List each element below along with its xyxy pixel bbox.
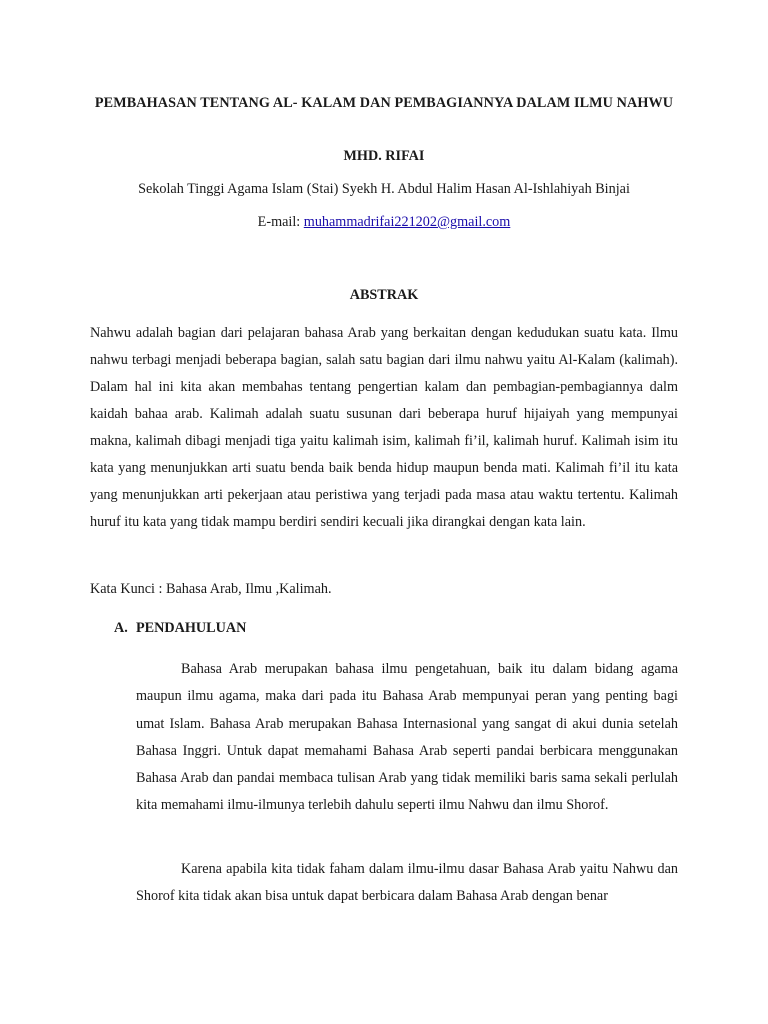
paper-title: PEMBAHASAN TENTANG AL- KALAM DAN PEMBAGIANNYA DALAM ILMU NAHWU (94, 95, 674, 111)
section-heading (114, 620, 246, 637)
section-number: A. (114, 620, 128, 636)
author-affiliation: Sekolah Tinggi Agama Islam (Stai) Syekh H. Abdul Halim Hasan Al-Ishlahiyah Binjai (138, 181, 630, 197)
email-label: E-mail: (257, 214, 304, 230)
keywords: Kata Kunci : Bahasa Arab, Ilmu ,Kalimah. (90, 581, 332, 597)
abstract-heading: ABSTRAK (349, 287, 419, 303)
author-email (0, 214, 768, 231)
body-paragraph: Karena apabila kita tidak faham dalam ilmu-ilmu dasar Bahasa Arab yaitu Nahwu dan Shorof kita tidak akan bisa untuk dapat berbicara dalam Bahasa Arab dengan benar (136, 861, 678, 905)
section-title: PENDAHULUAN (136, 620, 247, 636)
email-link[interactable]: muhammadrifai221202@gmail.com (303, 214, 511, 230)
abstract-text: Nahwu adalah bagian dari pelajaran bahasa Arab yang berkaitan dengan kedudukan suatu kata. Ilmu nahwu terbagi menjadi beberapa bagian, salah satu bagian dari ilmu nahwu yaitu Al-Kalam (kalimah). Dalam hal ini kita akan membahas tentang pengertian kalam dan pembagian-pembagiannya dalm kaidah bahaa arab. Kalimah adalah suatu susunan dari beberapa huruf hijaiyah yang mempunyai makna, kalimah dibagi menjadi tiga yaitu kalimah isim, kalimah fi’il, kalimah huruf. Kalimah isim itu kata yang menunjukkan arti suatu benda baik benda hidup maupun benda mati. Kalimah fi’il itu kata yang menunjukkan arti pekerjaan atau peristiwa yang terjadi pada masa atau waktu tertentu. Kalimah huruf itu kata yang tidak mampu berdiri sendiri kecuali jika dirangkai dengan kata lain. (90, 325, 678, 530)
body-paragraph: Bahasa Arab merupakan bahasa ilmu pengetahuan, baik itu dalam bidang agama maupun ilmu agama, maka dari pada itu Bahasa Arab mempunyai peran yang penting bagi umat Islam. Bahasa Arab merupakan Bahasa Internasional yang sangat di akui dunia setelah Bahasa Inggri. Untuk dapat memahami Bahasa Arab seperti pandai berbicara menggunakan Bahasa Arab dan pandai membaca tulisan Arab yang tidak memiliki baris sama sekali perlulah kita memahami ilmu-ilmunya terlebih dahulu seperti ilmu Nahwu dan ilmu Shorof. (136, 661, 678, 814)
author-name: MHD. RIFAI (343, 148, 425, 164)
